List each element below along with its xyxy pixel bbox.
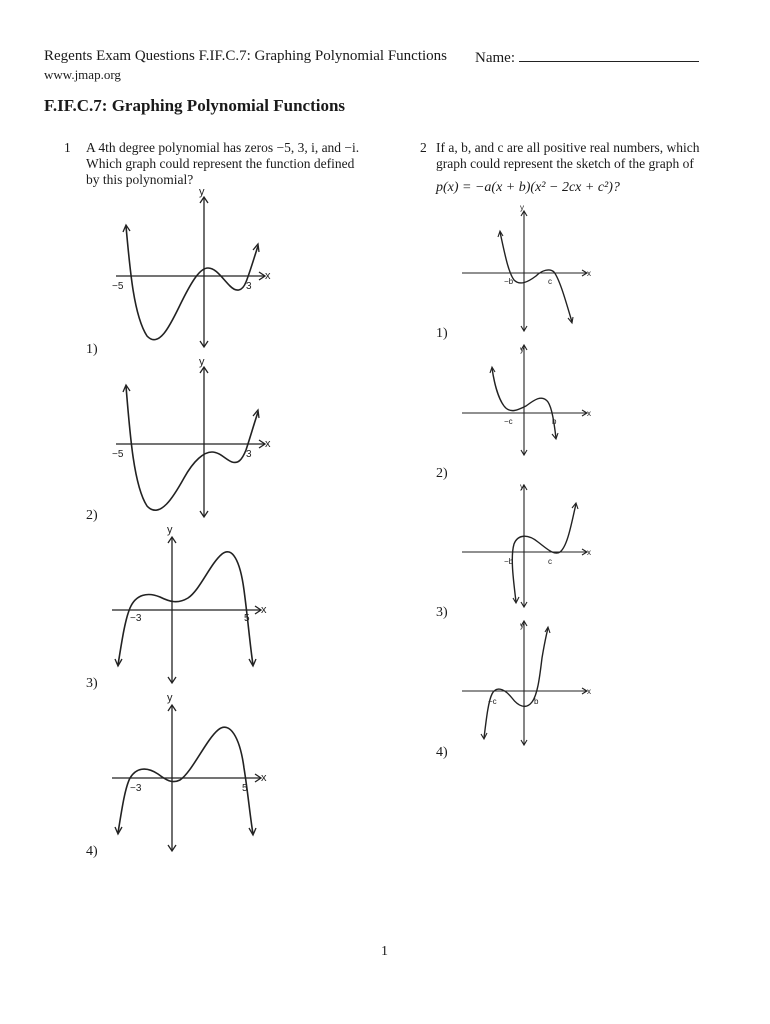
y-label: y	[199, 186, 205, 198]
left-tick-label: −c	[504, 417, 513, 426]
x-label: x	[265, 438, 271, 450]
q2-line-1: If a, b, and c are all positive real numbers, which	[436, 140, 700, 155]
right-tick-label: 5	[244, 613, 250, 624]
name-field	[475, 48, 699, 67]
y-label: y	[520, 203, 524, 212]
left-tick-label: −5	[112, 449, 124, 460]
right-tick-label: 3	[246, 281, 252, 292]
q2-choice-2: 2)	[436, 466, 448, 481]
x-label: x	[587, 269, 591, 278]
q1-line-2: Which graph could represent the function defined	[86, 156, 355, 171]
q2-line-2: graph could represent the sketch of the graph of	[436, 156, 694, 171]
q2-choice-1: 1)	[436, 326, 448, 341]
q1-line-3: by this polynomial?	[86, 172, 194, 187]
x-label: x	[265, 270, 271, 282]
y-label: y	[520, 482, 524, 491]
x-label: x	[587, 409, 591, 418]
right-tick-label: 5	[242, 783, 248, 794]
x-label: x	[587, 548, 591, 557]
x-label: x	[261, 772, 267, 784]
q1-graph-2	[112, 356, 274, 520]
right-tick-label: b	[552, 417, 557, 426]
q2-choice-4: 4)	[436, 745, 448, 760]
left-tick-label: −3	[130, 613, 142, 624]
right-tick-label: 3	[246, 449, 252, 460]
q2-choice-3: 3)	[436, 605, 448, 620]
page-title: F.IF.C.7: Graphing Polynomial Functions	[44, 96, 346, 115]
page-number: 1	[381, 944, 388, 959]
y-label: y	[199, 356, 205, 368]
q2-graph-2	[458, 342, 594, 474]
q1-choice-4: 4)	[86, 844, 98, 859]
q1-text	[86, 140, 359, 188]
curve	[118, 727, 253, 834]
header-title: Regents Exam Questions F.IF.C.7: Graphing Polynomial Functions	[44, 48, 448, 64]
x-label: x	[587, 687, 591, 696]
y-label: y	[520, 345, 524, 354]
right-tick-label: b	[534, 697, 539, 706]
q1-choice-3: 3)	[86, 676, 98, 691]
q1-graph-3	[108, 520, 270, 686]
q1-line-1: A 4th degree polynomial has zeros −5, 3, i, and −i.	[86, 140, 360, 155]
q1-graph-4	[108, 688, 270, 854]
q2-number: 2	[420, 140, 427, 155]
curve	[512, 504, 576, 602]
curve	[484, 628, 548, 738]
x-label: x	[261, 604, 267, 616]
q1-choice-2: 2)	[86, 508, 98, 523]
curve	[126, 226, 258, 340]
curve	[126, 386, 258, 510]
q2-graph-3	[458, 480, 594, 612]
q2-graph-4	[458, 618, 594, 750]
y-label: y	[167, 692, 173, 704]
q2-text	[436, 140, 700, 172]
curve	[118, 552, 253, 665]
right-tick-label: c	[548, 557, 552, 566]
left-tick-label: −3	[130, 783, 142, 794]
left-tick-label: −c	[488, 697, 497, 706]
left-tick-label: −b	[504, 557, 514, 566]
q2-graph-1	[458, 202, 594, 334]
name-blank-line	[519, 48, 699, 62]
left-tick-label: −5	[112, 281, 124, 292]
right-tick-label: c	[548, 277, 552, 286]
q1-number: 1	[64, 140, 71, 155]
website: www.jmap.org	[44, 67, 121, 82]
q1-graph-1	[112, 186, 274, 350]
name-label: Name:	[475, 50, 515, 66]
left-tick-label: −b	[504, 277, 514, 286]
q2-formula: p(x) = −a(x + b)(x² − 2cx + c²)?	[436, 180, 620, 195]
y-label: y	[520, 621, 524, 630]
q1-choice-1: 1)	[86, 342, 98, 357]
y-label: y	[167, 524, 173, 536]
